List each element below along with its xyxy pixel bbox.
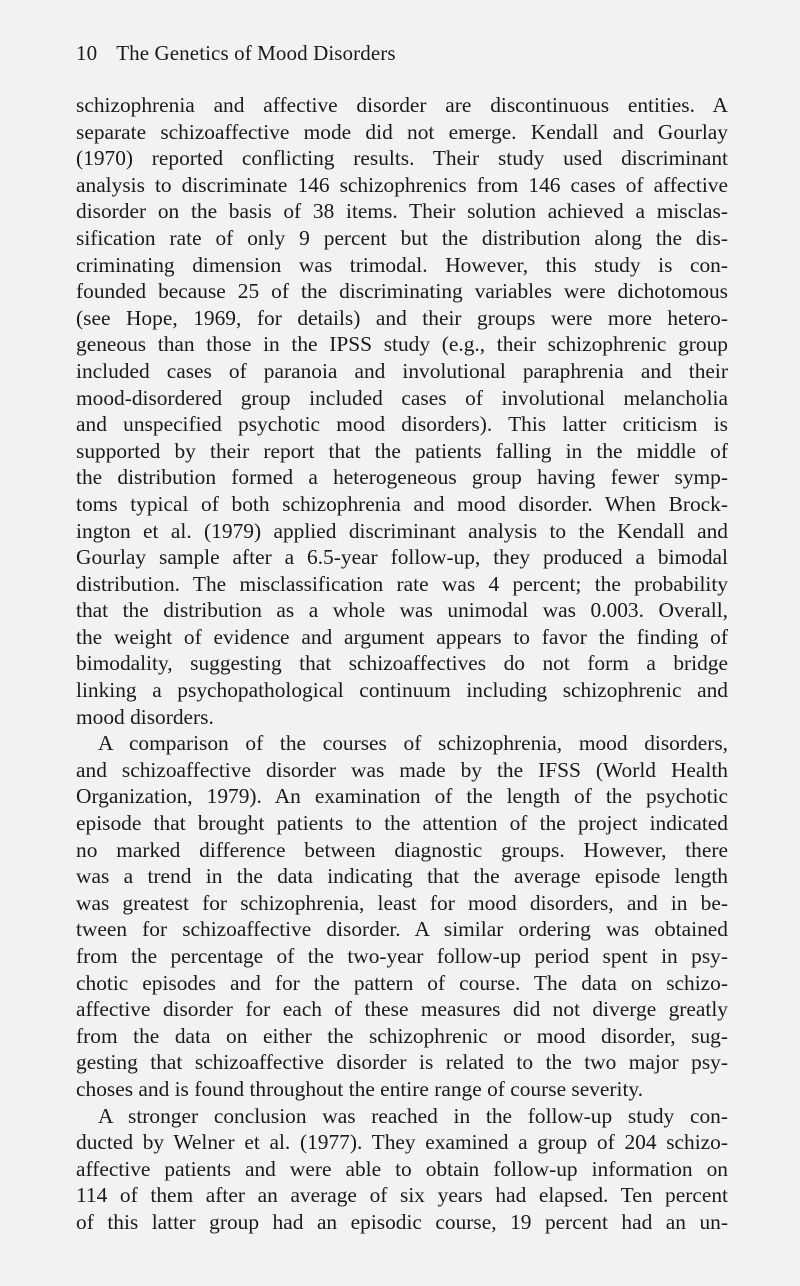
text-line: the weight of evidence and argument appears to favor the finding of xyxy=(76,624,728,649)
text-line: criminating dimension was trimodal. However, this study is con- xyxy=(76,252,728,277)
text-line: 114 of them after an average of six years had elapsed. Ten percent xyxy=(76,1183,728,1208)
text-line: episode that brought patients to the attention of the project indicated xyxy=(76,811,728,836)
text-line: tween for schizoaffective disorder. A similar ordering was obtained xyxy=(76,917,728,942)
text-line: that the distribution as a whole was unimodal was 0.003. Overall, xyxy=(76,598,728,623)
text-line: schizophrenia and affective disorder are discontinuous entities. A xyxy=(76,93,728,117)
text-line: chotic episodes and for the pattern of course. The data on schizo- xyxy=(76,970,728,995)
text-line: affective disorder for each of these measures did not diverge greatly xyxy=(76,997,728,1022)
text-line: separate schizoaffective mode did not emerge. Kendall and Gourlay xyxy=(76,119,728,144)
text-line: included cases of paranoia and involutional paraphrenia and their xyxy=(76,358,728,383)
text-line: distribution. The misclassification rate was 4 percent; the probability xyxy=(76,571,728,596)
text-line: (1970) reported conflicting results. Their study used discriminant xyxy=(76,146,728,171)
text-line: choses and is found throughout the entire range of course severity. xyxy=(76,1076,644,1101)
text-line: of this latter group had an episodic course, 19 percent had an un- xyxy=(76,1209,728,1234)
text-line: bimodality, suggesting that schizoaffectives do not form a bridge xyxy=(76,651,728,676)
paragraph xyxy=(76,730,728,1102)
text-line: the distribution formed a heterogeneous group having fewer symp- xyxy=(76,465,728,490)
page-number: 10 xyxy=(76,41,98,65)
text-line: from the data on either the schizophrenic or mood disorder, sug- xyxy=(76,1023,728,1048)
running-head xyxy=(76,41,396,65)
text-line: no marked difference between diagnostic groups. However, there xyxy=(76,837,728,862)
text-line: Organization, 1979). An examination of the length of the psychotic xyxy=(76,784,728,809)
text-line: mood disorders. xyxy=(76,704,214,729)
text-line: and unspecified psychotic mood disorders). This latter criticism is xyxy=(76,412,728,437)
paragraph xyxy=(76,1103,728,1236)
text-line: Gourlay sample after a 6.5-year follow-up, they produced a bimodal xyxy=(76,545,728,570)
paragraph xyxy=(76,92,728,730)
text-line: analysis to discriminate 146 schizophrenics from 146 cases of affective xyxy=(76,172,728,197)
text-line: sification rate of only 9 percent but the distribution along the dis- xyxy=(76,225,728,250)
text-line: founded because 25 of the discriminating variables were dichotomous xyxy=(76,279,728,304)
text-line: (see Hope, 1969, for details) and their groups were more hetero- xyxy=(76,305,728,330)
text-line: ington et al. (1979) applied discriminant analysis to the Kendall and xyxy=(76,518,728,543)
text-line: supported by their report that the patients falling in the middle of xyxy=(76,438,728,463)
text-line: linking a psychopathological continuum including schizophrenic and xyxy=(76,678,728,703)
text-line: ducted by Welner et al. (1977). They examined a group of 204 schizo- xyxy=(76,1130,728,1155)
text-line: was greatest for schizophrenia, least for mood disorders, and in be- xyxy=(76,890,728,915)
text-line: geneous than those in the IPSS study (e.g., their schizophrenic group xyxy=(76,332,728,357)
text-line: and schizoaffective disorder was made by the IFSS (World Health xyxy=(76,757,728,782)
text-line: was a trend in the data indicating that the average episode length xyxy=(76,864,728,889)
text-line: affective patients and were able to obtain follow-up information on xyxy=(76,1156,728,1181)
text-line: A comparison of the courses of schizophrenia, mood disorders, xyxy=(98,731,728,756)
text-line: gesting that schizoaffective disorder is related to the two major psy- xyxy=(76,1050,728,1075)
text-line: from the percentage of the two-year follow-up period spent in psy- xyxy=(76,944,728,968)
body-text xyxy=(76,92,728,1236)
text-line: A stronger conclusion was reached in the follow-up study con- xyxy=(98,1103,728,1128)
text-line: mood-disordered group included cases of involutional melancholia xyxy=(76,385,728,410)
running-head-title: The Genetics of Mood Disorders xyxy=(116,41,396,65)
text-line: toms typical of both schizophrenia and mood disorder. When Brock- xyxy=(76,491,728,516)
text-line: disorder on the basis of 38 items. Their solution achieved a misclas- xyxy=(76,199,728,224)
